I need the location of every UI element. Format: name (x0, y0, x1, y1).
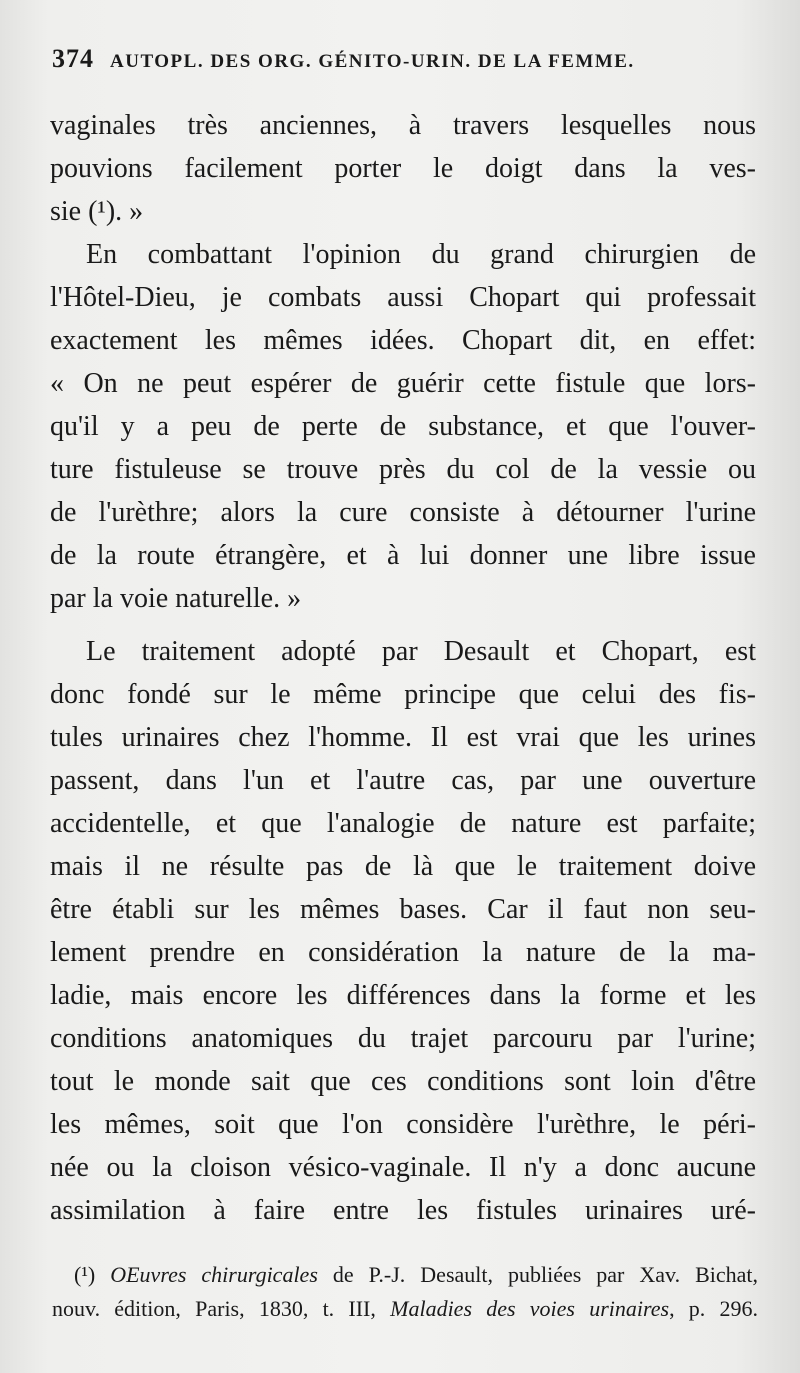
text-line: sie (¹). » (50, 196, 144, 227)
text-line: « On ne peut espérer de guérir cette fistule que lors- (50, 368, 756, 399)
text-line: tout le monde sait que ces conditions sont loin d'être (50, 1066, 756, 1097)
text-line: exactement les mêmes idées. Chopart dit, en effet: (50, 325, 756, 356)
text-line: qu'il y a peu de perte de substance, et que l'ouver- (50, 411, 756, 442)
footnote-text: de P.-J. Desault, publiées par Xav. Bichat, (332, 1262, 758, 1287)
footnote-work-title: OEuvres chirurgicales (110, 1262, 318, 1287)
page-number: 374 (52, 44, 94, 73)
text-line: les mêmes, soit que l'on considère l'urèthre, le péri- (50, 1109, 756, 1140)
text-line: être établi sur les mêmes bases. Car il faut non seu- (50, 894, 756, 925)
text-line: accidentelle, et que l'analogie de nature est parfaite; (50, 808, 756, 839)
text-line: ladie, mais encore les différences dans la forme et les (50, 980, 756, 1011)
text-line: de la route étrangère, et à lui donner une libre issue (50, 540, 756, 571)
footnote-text: , p. 296. (669, 1296, 759, 1321)
footnote-text: nouv. édition, Paris, 1830, t. III, (52, 1296, 376, 1321)
text-line: pouvions facilement porter le doigt dans la ves- (50, 153, 756, 184)
text-line: passent, dans l'un et l'autre cas, par une ouverture (50, 765, 756, 796)
text-line: tules urinaires chez l'homme. Il est vrai que les urines (50, 722, 756, 753)
footnote-line (52, 1292, 758, 1326)
text-line: Le traitement adopté par Desault et Chopart, est (86, 636, 756, 667)
text-line: née ou la cloison vésico-vaginale. Il n'y a donc aucune (50, 1152, 756, 1183)
paragraph-gap (50, 620, 756, 630)
text-line: de l'urèthre; alors la cure consiste à détourner l'urine (50, 497, 756, 528)
footnote-line (52, 1258, 758, 1292)
text-line: donc fondé sur le même principe que celui des fis- (50, 679, 756, 710)
footnote (52, 1258, 758, 1326)
page-header (52, 44, 752, 80)
text-line: assimilation à faire entre les fistules urinaires uré- (50, 1195, 756, 1226)
text-line: par la voie naturelle. » (50, 583, 302, 614)
text-line: conditions anatomiques du trajet parcouru par l'urine; (50, 1023, 756, 1054)
text-line: ture fistuleuse se trouve près du col de la vessie ou (50, 454, 756, 485)
text-line: l'Hôtel-Dieu, je combats aussi Chopart qui professait (50, 282, 756, 313)
text-line: lement prendre en considération la nature de la ma- (50, 937, 756, 968)
running-head: AUTOPL. DES ORG. GÉNITO-URIN. DE LA FEMME. (110, 51, 635, 72)
footnote-section-title: Maladies des voies urinaires (390, 1296, 670, 1321)
text-line: En combattant l'opinion du grand chirurgien de (86, 239, 756, 270)
footnote-marker: (¹) (74, 1262, 96, 1287)
body-text (50, 104, 756, 1232)
text-line: vaginales très anciennes, à travers lesquelles nous (50, 110, 756, 141)
text-line: mais il ne résulte pas de là que le traitement doive (50, 851, 756, 882)
